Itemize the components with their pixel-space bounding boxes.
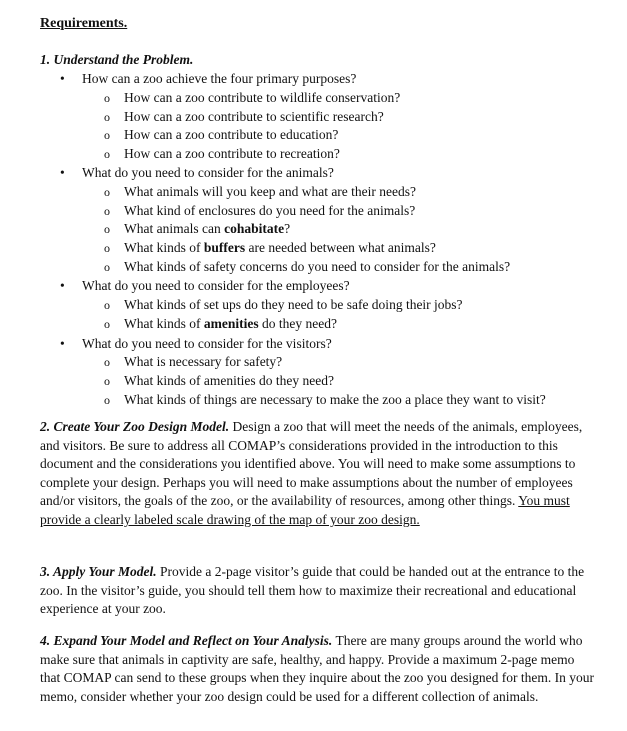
bullet-item: What do you need to consider for the visitors? [82,336,332,351]
sub-bullet-glyph: o [104,128,110,142]
bullet-glyph: • [60,278,65,293]
bullet-glyph: • [60,165,65,180]
section-1-title: 1. Understand the Problem. [40,52,194,67]
sub-bullet-item: What kinds of amenities do they need? [124,373,334,388]
sub-bullet-glyph: o [104,110,110,124]
section-4-title: 4. Expand Your Model and Reflect on Your Analysis. [40,633,333,648]
sub-bullet-glyph: o [104,185,110,199]
bullet-glyph: • [60,71,65,86]
sub-bullet-glyph: o [104,393,110,407]
sub-bullet-item: What kinds of set ups do they need to be safe doing their jobs? [124,297,463,312]
scale-drawing-requirement: You must provide a clearly labeled scale drawing of the map of your zoo design. [40,493,570,527]
sub-bullet-glyph: o [104,204,110,218]
sub-bullet-item: What kinds of things are necessary to make the zoo a place they want to visit? [124,392,546,407]
requirements-heading: Requirements. [40,16,128,31]
sub-bullet-glyph: o [104,91,110,105]
sub-bullet-glyph: o [104,222,110,236]
sub-bullet-item: What kinds of amenities do they need? [124,316,337,331]
bullet-glyph: • [60,336,65,351]
bullet-item: What do you need to consider for the employees? [82,278,350,293]
sub-bullet-item: What is necessary for safety? [124,354,283,369]
bullet-item: What do you need to consider for the animals? [82,165,334,180]
section-2-paragraph: 2. Create Your Zoo Design Model. Design a zoo that will meet the needs of the animals, employees, and visitors. Be sure to address all COMAP’s considerations provided in the introduction to this document and the considerations you identified above. You will need to make some assumptions to complete your design. Perhaps you will need to make assumptions about the number of employees and/or visitors, the goals of the zoo, or the availability of resources, among other things. You must provide a clearly labeled scale drawing of the map of your zoo design. [40,419,583,527]
sub-bullet-item: How can a zoo contribute to scientific research? [124,109,384,124]
section-3-paragraph: 3. Apply Your Model. Provide a 2-page visitor’s guide that could be handed out at the entrance to the zoo. In the visitor’s guide, you should tell them how to maximize their recreational and educational experience at your zoo. [40,564,585,617]
section-3-title: 3. Apply Your Model. [40,564,157,579]
sub-bullet-item: How can a zoo contribute to recreation? [124,146,340,161]
sub-bullet-item: What kinds of safety concerns do you need to consider for the animals? [124,259,511,274]
sub-bullet-item: What animals can cohabitate? [124,221,291,236]
sub-bullet-glyph: o [104,147,110,161]
sub-bullet-glyph: o [104,298,110,312]
section-4-paragraph: 4. Expand Your Model and Reflect on Your Analysis. There are many groups around the world who make sure that animals in captivity are safe, healthy, and happy. Provide a maximum 2-page memo that COMAP can send to these groups when they inquire about the zoo you designed for them. In your memo, consider whether your zoo design could be used for a different collection of animals. [40,633,595,704]
sub-bullet-glyph: o [104,317,110,331]
sub-bullet-item: What kind of enclosures do you need for the animals? [124,203,416,218]
section-2-title: 2. Create Your Zoo Design Model. [40,419,230,434]
sub-bullet-item: How can a zoo contribute to education? [124,127,339,142]
bullet-item: How can a zoo achieve the four primary purposes? [82,71,357,86]
sub-bullet-item: What animals will you keep and what are their needs? [124,184,417,199]
sub-bullet-item: How can a zoo contribute to wildlife conservation? [124,90,401,105]
sub-bullet-glyph: o [104,374,110,388]
sub-bullet-glyph: o [104,355,110,369]
sub-bullet-glyph: o [104,260,110,274]
sub-bullet-glyph: o [104,241,110,255]
sub-bullet-item: What kinds of buffers are needed between what animals? [124,240,436,255]
